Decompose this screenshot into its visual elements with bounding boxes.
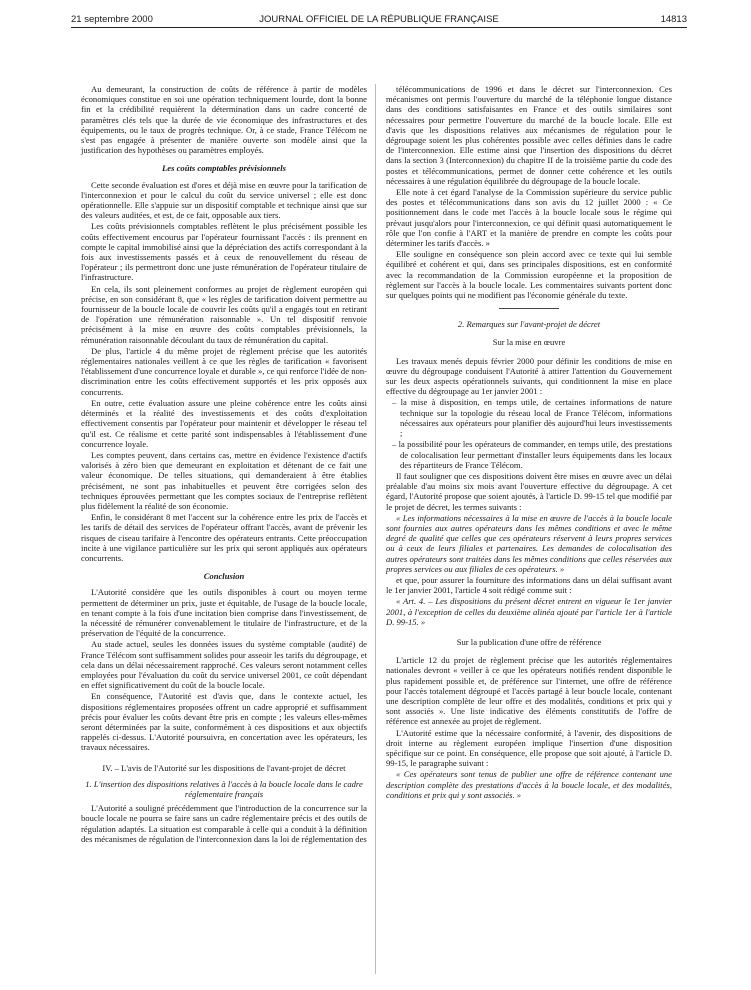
paragraph: Cette seconde évaluation est d'ores et déjà mise en œuvre pour la tarification de l'interconnexion et pour le calcul du coût du service universel ; elle est donc opérationnelle. Elle s'appuie sur un dispositif comptable et technique ainsi que sur des valeurs auditées, et est, de ce fait, opposable aux tiers. [81, 179, 367, 221]
page-header [71, 10, 687, 32]
header-page-number: 14813 [660, 14, 687, 25]
subsection-title: Sur la publication d'une offre de référence [456, 636, 602, 647]
paragraph: L'Autorité estime que la nécessaire conformité, à l'avenir, des dispositions de droit interne au règlement européen implique l'insertion d'une disposition spécifique sur ce point. En conséquence, elle propose que soit ajouté, à l'article D. 99-15, le paragraphe suivant : [386, 727, 672, 769]
quotation: « Art. 4. – Les dispositions du présent décret entrent en vigueur le 1er janvier 2001, à l'exception de celles du deuxième alinéa ajouté par l'article 1er à l'article D. 99-15. » [386, 596, 672, 627]
paragraph: En conséquence, l'Autorité est d'avis que, dans le contexte actuel, les dispositions réglementaires proposées offrent un cadre approprié et suffisamment précis pour évaluer les coûts devant être pris en compte ; les valeurs elles-mêmes seront déterminées par la suite, conformément à ces dispositions et aux objectifs rappelés ci-dessus. L'Autorité poursuivra, en concertation avec les opérateurs, les travaux nécessaires. [81, 691, 367, 753]
header-date: 21 septembre 2000 [71, 14, 153, 25]
paragraph: Les comptes peuvent, dans certains cas, mettre en évidence l'existence d'actifs valorisés à zéro bien que demeurant en exploitation et détenant de ce fait une valeur économique. De telles situations, qui demanderaient à être établies précisément, ne sont pas inhabituelles et peuvent être corrigées selon des techniques éprouvées permettant que les comptes sociaux de l'entreprise reflètent plus fidèlement la réalité de son économie. [81, 449, 367, 511]
paragraph: Elle souligne en conséquence son plein accord avec ce texte qui lui semble équilibré et cohérent et qui, dans ses principales dispositions, est en conformité avec la recommandation de la Commission européenne et la proposition de règlement sur l'accès à la boucle locale. Les commentaires suivants portent donc sur quelques points qui ne modifient pas l'économie générale du texte. [386, 249, 672, 301]
paragraph: De plus, l'article 4 du même projet de règlement précise que les autorités réglementaires nationales veillent à ce que les règles de tarification « favorisent l'établissement d'une concurrence loyale et durable », ce qui renforce l'idée de non-discrimination entre les coûts effectivement supportés et les prix opposés aux concurrents. [81, 345, 367, 397]
subsection-title: Sur la mise en œuvre [492, 337, 566, 348]
paragraph: Enfin, le considérant 8 met l'accent sur la cohérence entre les prix de l'accès et les tarifs de détail des services de l'opérateur offrant l'accès, avant de prévenir les risques de ciseau tarifaire à l'encontre des opérateurs entrants. Cette préoccupation incite à une vigilance particulière sur les prix qui seront appliqués aux opérateurs concurrents. [81, 512, 367, 563]
paragraph: Les coûts prévisionnels comptables reflètent le plus précisément possible les coûts effectivement encourus par l'opérateur fournissant l'accès : ils prennent en compte le capital immobilisé ainsi que la dépréciation des actifs correspondant à la fois aux investissements passés et à ceux de renouvellement du réseau de l'opérateur ; ils permettront donc une juste rémunération de l'opérateur titulaire de l'infrastructure. [81, 221, 367, 283]
paragraph: Au demeurant, la construction de coûts de référence à partir de modèles économiques constitue en soi une opération techniquement lourde, dont la bonne fin et la crédibilité requièrent la détermination dans un cadre concerté de paramètres clés tels que la durée de vie économique des infrastructures et des équipements, ou le taux de progrès technique. Or, à ce stade, France Télécom ne s'est pas engagée à présenter de manière ouverte son modèle ainsi que la justification des hypothèses ou paramètres employés. [81, 84, 367, 156]
paragraph: L'article 12 du projet de règlement précise que les autorités réglementaires nationales devront « veiller à ce que les opérateurs notifiés rendent disponible le plus rapidement possible et, de préférence sur l'internet, une offre de référence pour l'accès totalement dégroupé et l'accès partagé à leur boucle locale, contenant une description complète de leur offre et des modalités, conditions et prix qui y sont associés ». Une liste indicative des éléments constitutifs de l'offre de référence est annexée au projet de règlement. [386, 655, 672, 727]
paragraph: Au stade actuel, seules les données issues du système comptable (audité) de France Télécom sont suffisamment solides pour asseoir les tarifs du dégroupage, et cela dans un délai nécessairement rapproché. Ces valeurs seront notamment celles employées pour l'évaluation du coût du service universel 2001, ce coût dépendant en effet significativement du coût de la boucle locale. [81, 639, 367, 691]
subsection-title: 1. L'insertion des dispositions relatives à l'accès à la boucle locale dans le cadre réglementaire français [85, 778, 363, 799]
quotation: « Les informations nécessaires à la mise en œuvre de l'accès à la boucle locale sont fournies aux autres opérateurs dans les mêmes conditions et avec le même degré de qualité que celles que ces opérateurs réservent à leurs propres services ou à ceux de leurs filiales et partenaires. Les demandes de colocalisation des autres opérateurs sont traitées dans les mêmes conditions que celles réservées aux propres services ou aux filiales de ces opérateurs. » [386, 512, 672, 574]
list-item: – la possibilité pour les opérateurs de commander, en temps utile, des prestations de colocalisation leur permettant d'installer leurs équipements dans les locaux des répartiteurs de France Télécom. [392, 439, 672, 470]
header-title: JOURNAL OFFICIEL DE LA RÉPUBLIQUE FRANÇAISE [259, 14, 499, 25]
section-title: IV. – L'avis de l'Autorité sur les dispositions de l'avant-projet de décret [102, 762, 346, 773]
section-heading: Conclusion [203, 571, 245, 582]
paragraph: télécommunications de 1996 et dans le décret sur l'interconnexion. Ces mécanismes ont permis l'ouverture du marché de la téléphonie longue distance dans des conditions satisfaisantes en France et des outils similaires sont nécessaires pour permettre l'ouverture du marché de la boucle locale. Elle est d'avis que les dispositions relatives aux mécanismes de régulation pour le dégroupage soient les plus cohérentes possible avec celles définies dans le cadre de l'interconnexion. Elle estime ainsi que l'insertion des dispositions du décret dans la section 3 (Interconnexion) du chapitre II de la troisième partie du code des postes et télécommunications, permet de donner cette cohérence et les outils nécessaires à une régulation équilibrée du dégroupage de la boucle locale. [386, 84, 672, 186]
section-heading: Les coûts comptables prévisionnels [162, 163, 286, 174]
left-column [81, 84, 367, 845]
header-rule [71, 27, 687, 28]
divider [499, 308, 559, 309]
paragraph: et que, pour assurer la fourniture des informations dans un délai suffisant avant le 1er janvier 2001, l'article 4 soit rédigé comme suit : [386, 574, 672, 596]
column-separator [375, 84, 376, 974]
paragraph: L'Autorité considère que les outils disponibles à court ou moyen terme permettent de déterminer un prix, juste et équitable, de l'usage de la boucle locale, en tenant compte à la fois d'une incitation bien comprise dans l'investissement, de la nécessité de rémunérer convenablement le titulaire de l'infrastructure, et de la préservation de l'équité de la concurrence. [81, 587, 367, 639]
subsection-title: 2. Remarques sur l'avant-projet de décret [457, 319, 601, 330]
paragraph: L'Autorité a souligné précédemment que l'introduction de la concurrence sur la boucle locale ne pourra se faire sans un cadre réglementaire précis et des outils de régulation adaptés. La situation est comparable à celle qui a conduit à la définition des mécanismes de régulation de l'interconnexion dans la loi de réglementation des [81, 803, 367, 844]
paragraph: Il faut souligner que ces dispositions doivent être mises en œuvre avec un délai préalable d'au moins six mois avant l'ouverture effective du dégroupage. A cet égard, l'Autorité propose que soient ajoutés, à l'article D. 99-15 tel que modifié par le projet de décret, les termes suivants : [386, 470, 672, 512]
right-column [386, 84, 672, 801]
paragraph: En cela, ils sont pleinement conformes au projet de règlement européen qui précise, en son considérant 8, que « les règles de tarification doivent permettre au fournisseur de la boucle locale de couvrir les coûts qu'il a engagés tout en retirant de l'opération une rémunération raisonnable ». Un tel dispositif renvoie précisément à la mise en œuvre des coûts comptables prévisionnels, la rémunération raisonnable découlant du taux de rémunération du capital. [81, 283, 367, 345]
list-item: – la mise à disposition, en temps utile, de certaines informations de nature technique sur la topologie du réseau local de France Télécom, informations nécessaires aux opérateurs pour planifier dès aujourd'hui leurs investissements ; [392, 397, 672, 439]
paragraph: Elle note à cet égard l'analyse de la Commission supérieure du service public des postes et télécommunications dans son avis du 12 juillet 2000 : « Ce positionnement dans le code met l'accès à la boucle locale sous le régime qui prévaut jusqu'alors pour l'interconnexion, ce qui définit quasi automatiquement le rôle que l'on confie à l'ART et la manière de prendre en compte les coûts pour déterminer les tarifs d'accès. » [386, 187, 672, 249]
paragraph: Les travaux menés depuis février 2000 pour définir les conditions de mise en œuvre du dégroupage conduisent l'Autorité à attirer l'attention du Gouvernement sur les deux aspects opérationnels suivants, qui conditionnent la mise en place effective du dégroupage au 1er janvier 2001 : [386, 355, 672, 397]
quotation: « Ces opérateurs sont tenus de publier une offre de référence contenant une description complète des prestations d'accès à la boucle locale, et des modalités, conditions et prix qui y sont associés. » [386, 769, 672, 800]
paragraph: En outre, cette évaluation assure une pleine cohérence entre les coûts ainsi déterminés et la réalité des investissements et des coûts d'exploitation effectivement consentis par l'opérateur pour maintenir et développer le réseau tel qu'il est. Ce réalisme et cette parité sont indispensables à l'établissement d'une concurrence loyale. [81, 397, 367, 449]
